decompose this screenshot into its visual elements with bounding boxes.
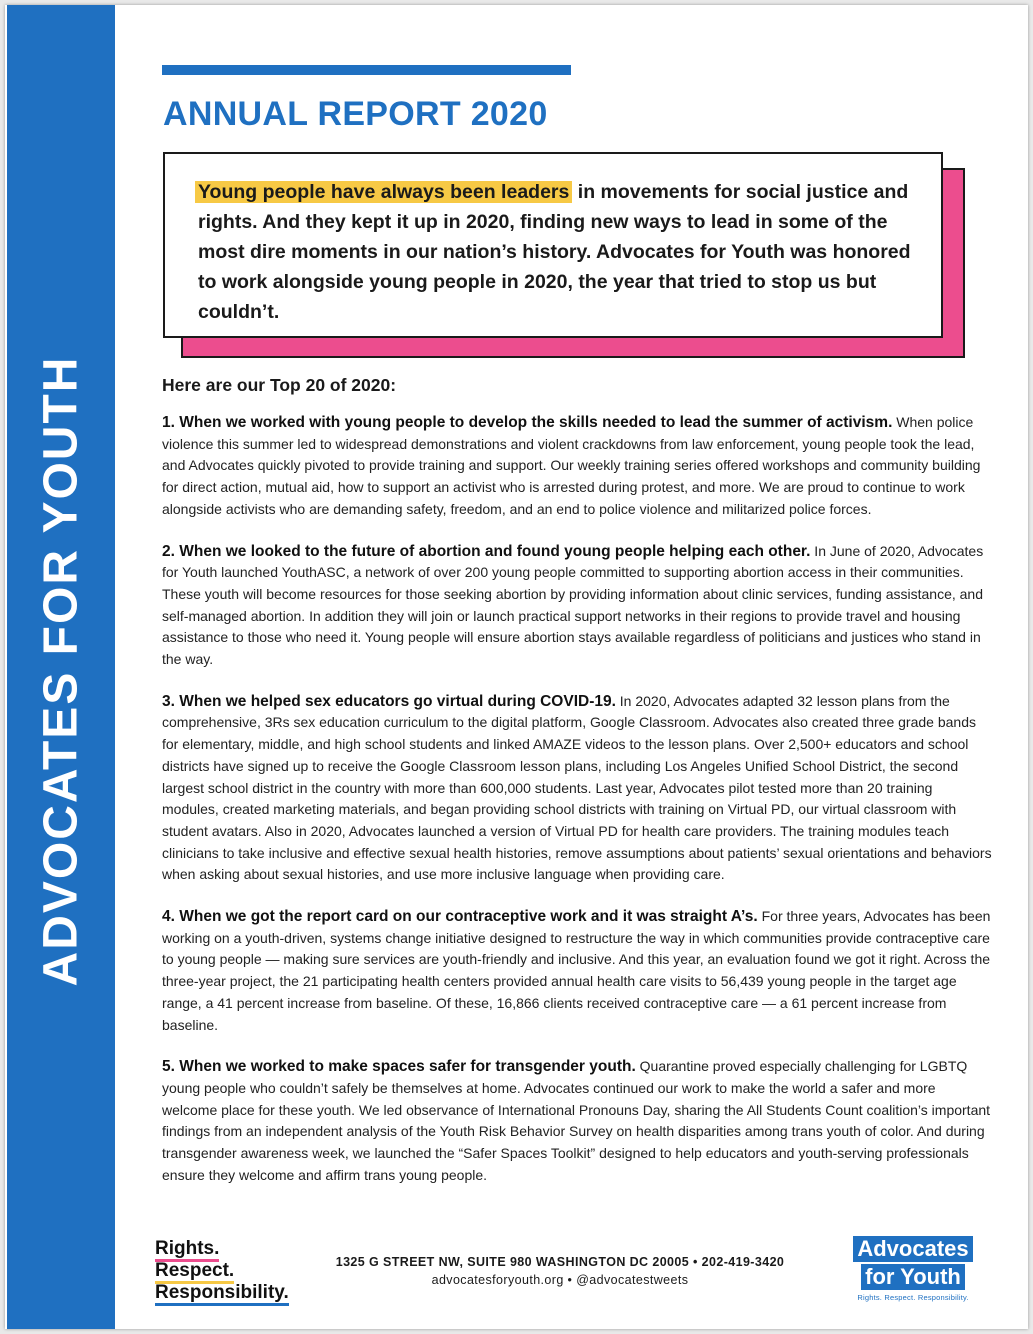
logo-tagline: Rights. Respect. Responsibility. <box>857 1293 969 1302</box>
intro-highlight: Young people have always been leaders <box>195 181 572 203</box>
logo-line-for-youth: for Youth <box>861 1264 965 1290</box>
item-title: 3. When we helped sex educators go virtual during COVID-19. <box>162 692 616 710</box>
title-rule <box>162 65 571 75</box>
footer-contact <box>305 1253 815 1289</box>
page-title: ANNUAL REPORT 2020 <box>163 95 548 133</box>
intro-rest: in movements for social justice and rights. And they kept it up in 2020, finding new ways to lead in some of the most dire moments in our nation’s history. Advocates for Youth was honored to work alongside young people in 2020, the year that tried to stop us but couldn’t. <box>198 181 911 323</box>
item-body: In 2020, Advocates adapted 32 lesson plans from the comprehensive, 3Rs sex education curriculum to the digital platform, Google Classroom. Advocates also created three grade bands for elementary, middle, and high school students and linked AMAZE videos to the lesson plans. Over 2,500+ educators and school districts have signed up to receive the Google Classroom lesson plans, including Los Angeles Unified School District, the second largest school district in the country with more than 600,000 students. Last year, Advocates pilot tested more than 20 training modules, created marketing materials, and began providing school districts with training on Virtual PD, our virtual classroom with student avatars. Also in 2020, Advocates launched a version of Virtual PD for health care providers. The training modules teach clinicians to take inclusive and effective sexual health histories, remove assumptions about patients’ sexual orientations and behaviors when asking about sexual histories, and use more inclusive language when providing care. <box>162 692 992 883</box>
intro-text <box>198 177 921 327</box>
top20-list <box>162 375 992 1207</box>
list-item <box>162 1056 992 1186</box>
logo-line-advocates: Advocates <box>853 1236 972 1262</box>
tagline-responsibility: Responsibility. <box>155 1282 289 1306</box>
item-body: Quarantine proved especially challenging for LGBTQ young people who couldn’t safely be themselves at home. Advocates continued our work to make the world a safer and more welcome place for these youth. We led observance of International Pronouns Day, sharing the All Students Count coalition’s important findings from an independent analysis of the Youth Risk Behavior Survey on health disparities among trans youth of color. And during transgender awareness week, we launched the “Safer Spaces Toolkit” designed to help educators and youth-serving professionals ensure they welcome and affirm trans young people. <box>162 1058 991 1183</box>
item-title: 2. When we looked to the future of abortion and found young people helping each other. <box>162 542 811 560</box>
list-item <box>162 906 992 1036</box>
tagline-rights: Rights. <box>155 1238 219 1262</box>
item-body: For three years, Advocates has been working on a youth-driven, systems change initiative designed to restructure the way in which communities provide contraceptive care to young people — making sure services are youth-friendly and inclusive. And this year, an evaluation found we got it right. Across the three-year project, the 21 participating health centers provided annual health care visits to 56,439 young people in the target age range, a 41 percent increase from baseline. Of these, 16,866 clients received contraceptive care — a 61 percent increase from baseline. <box>162 908 991 1033</box>
item-body: When police violence this summer led to widespread demonstrations and violent crackdowns from law enforcement, young people took the lead, and Advocates quickly pivoted to provide training and support. Our weekly training series offered workshops and community building for direct action, mutual aid, how to support an activist who is arrested during protest, and more. We are proud to continue to work alongside activists who are demanding safety, freedom, and an end to police violence and militarized police forces. <box>162 414 981 517</box>
afy-logo <box>843 1236 983 1302</box>
footer-address: 1325 G STREET NW, SUITE 980 WASHINGTON DC 20005 • 202-419-3420 <box>335 1255 785 1269</box>
list-item <box>162 691 992 886</box>
list-item <box>162 541 992 671</box>
sidebar-vertical-title: ADVOCATES FOR YOUTH <box>34 355 88 987</box>
report-page <box>5 5 1028 1329</box>
tagline-respect: Respect. <box>155 1260 234 1284</box>
item-title: 1. When we worked with young people to develop the skills needed to lead the summer of activism. <box>162 414 893 431</box>
footer-web: advocatesforyouth.org • @advocatestweets <box>431 1273 689 1287</box>
tagline-logo <box>155 1238 289 1304</box>
item-body: In June of 2020, Advocates for Youth launched YouthASC, a network of over 200 young people committed to supporting abortion access in their communities. These youth will become resources for those seeking abortion by providing information about clinic services, funding assistance, and self-managed abortion. In addition they will join or launch practical support networks in their regions to provide travel and housing assistance to those who need it. Young people will ensure abortion stays available regardless of politicians and justices who stand in the way. <box>162 542 984 668</box>
item-title: 5. When we worked to make spaces safer for transgender youth. <box>162 1058 636 1076</box>
list-heading: Here are our Top 20 of 2020: <box>162 375 397 395</box>
intro-box <box>163 152 943 338</box>
sidebar-band <box>7 5 115 1329</box>
item-title: 4. When we got the report card on our contraceptive work and it was straight A’s. <box>162 908 758 926</box>
list-item <box>162 412 992 521</box>
